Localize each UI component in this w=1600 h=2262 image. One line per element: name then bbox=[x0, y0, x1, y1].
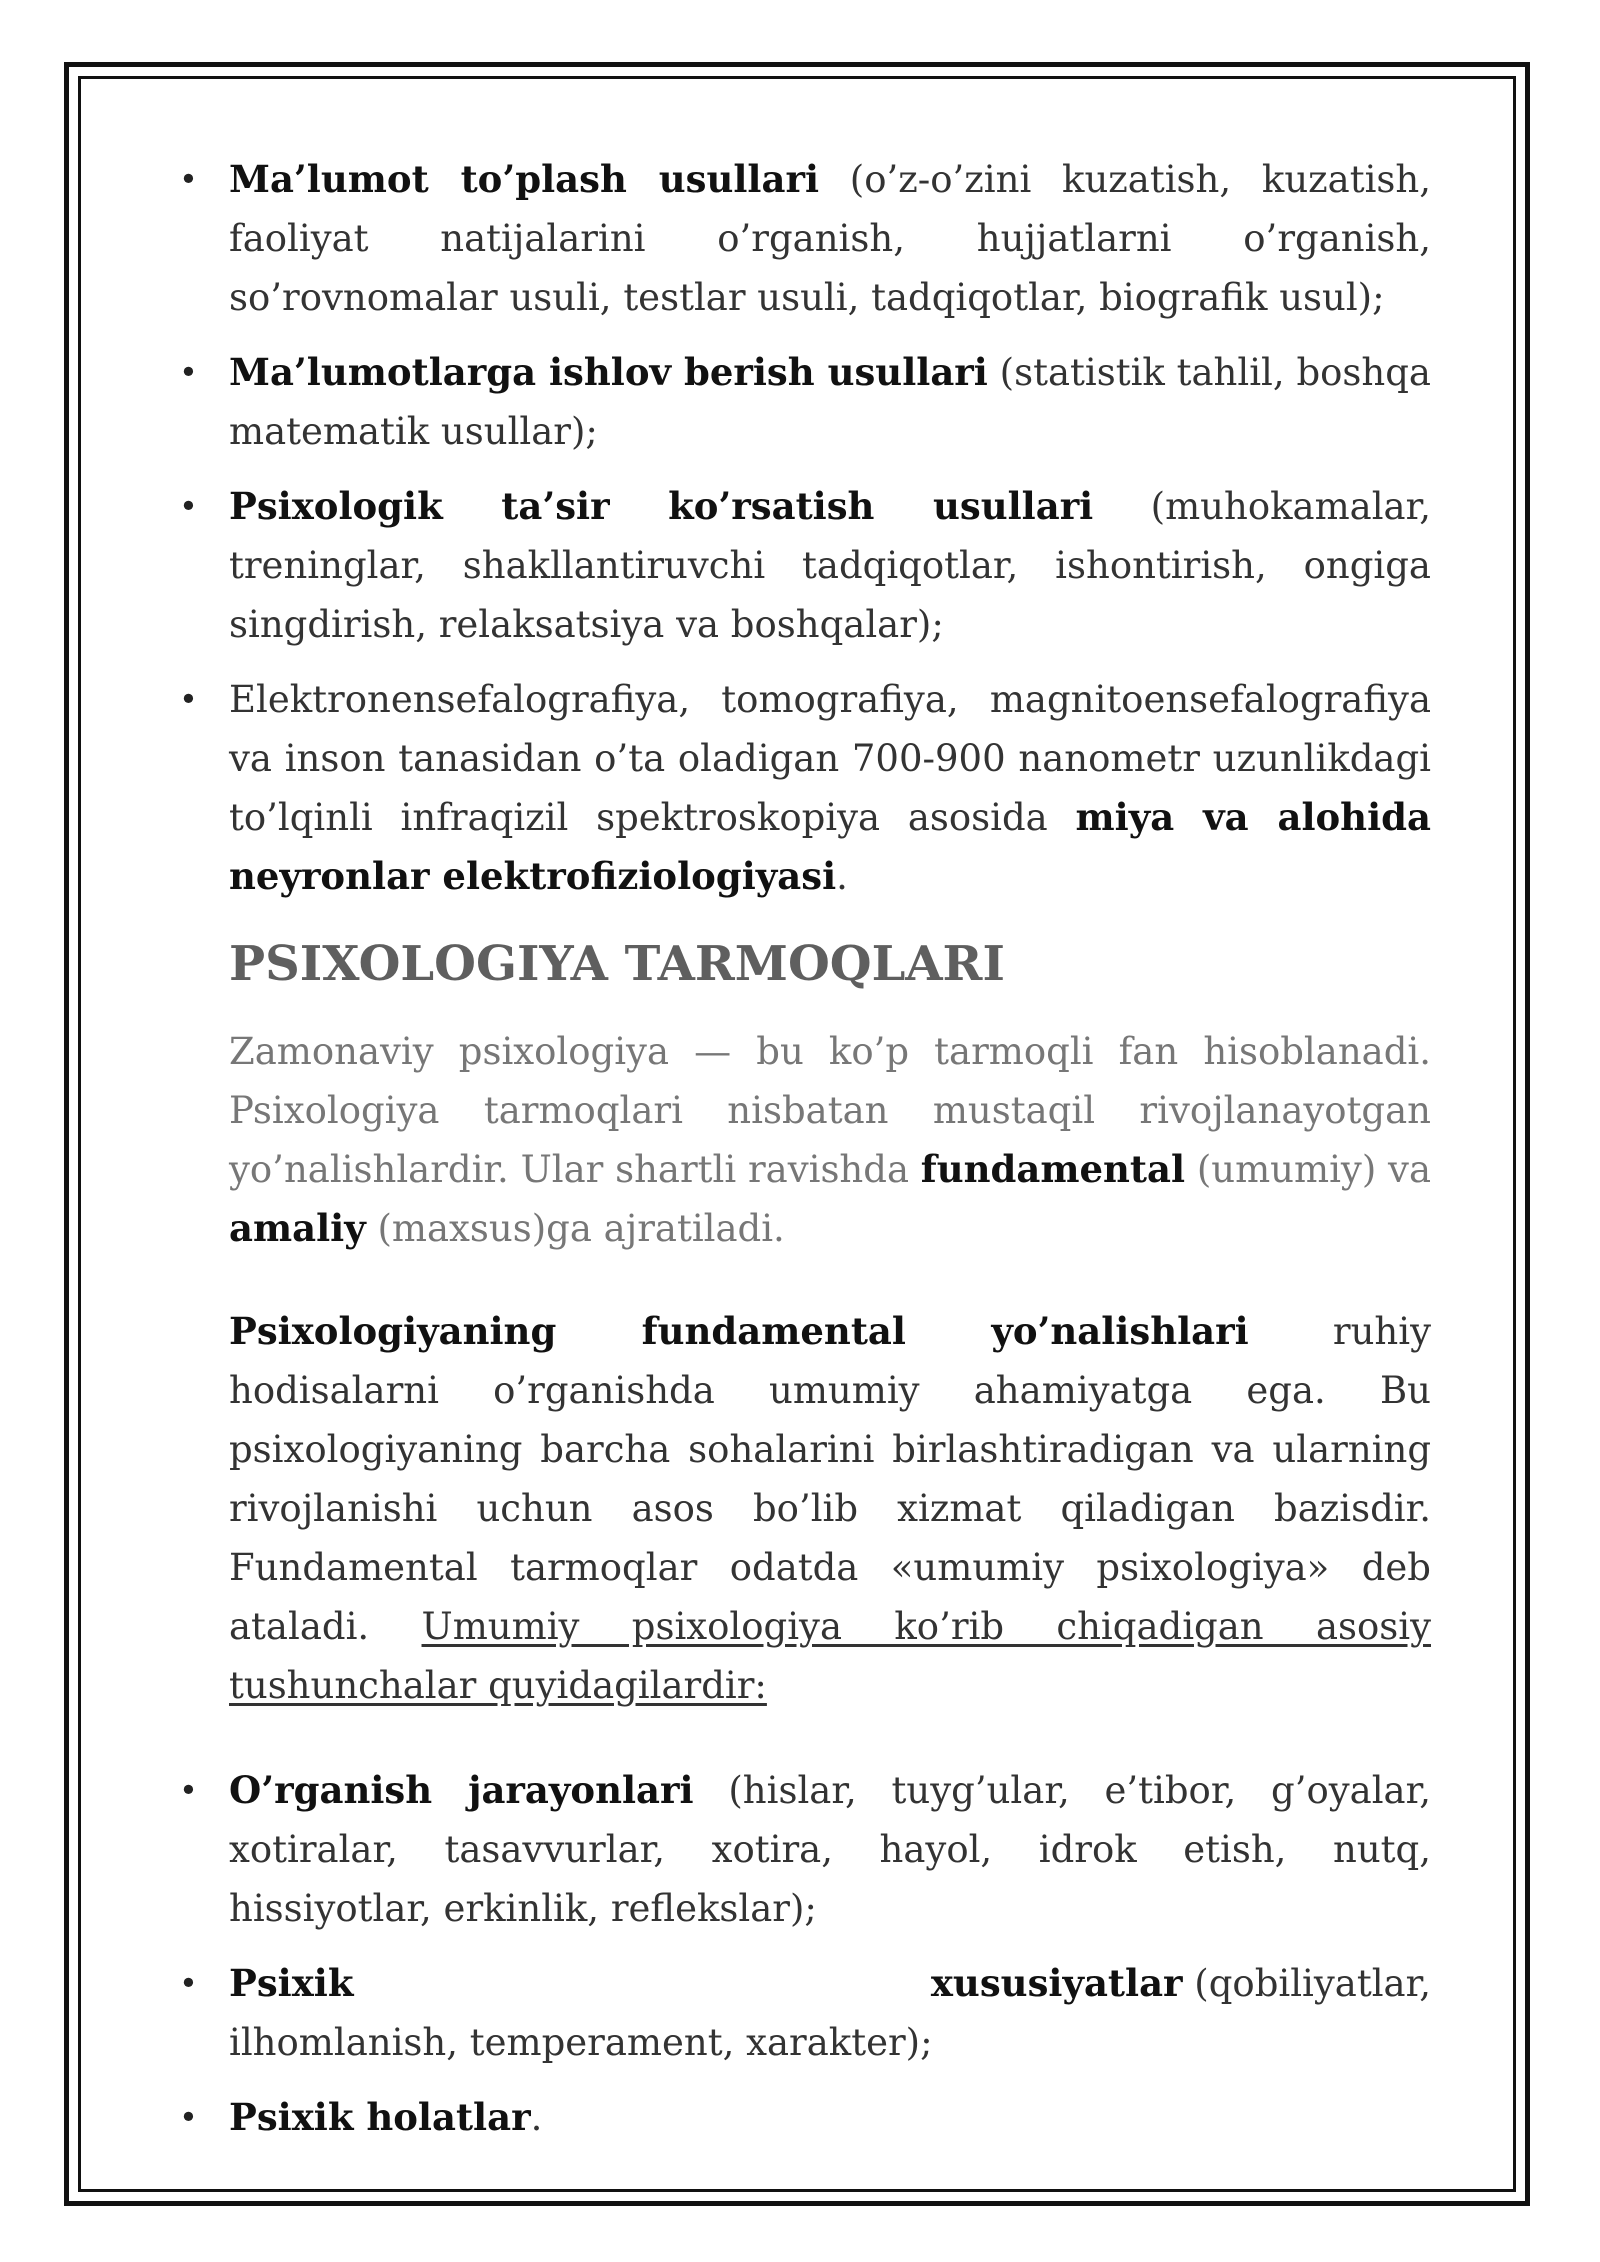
list-item-text: (o’z-o’zini kuzatish, kuzatish, faoliyat natijalarini o’rganish, hujjatlarni o’rganish, so’rovnomalar usuli, testlar usuli, tadqiqotlar, biografik usul); bbox=[229, 158, 1431, 319]
underlined-lead-in: Umumiy psixologiya ko’rib chiqadigan asosiy tushunchalar quyidagilardir: bbox=[229, 1605, 1431, 1707]
list-item-text: (qobiliyatlar, bbox=[1182, 1962, 1431, 2005]
intro-text: (maxsus)ga ajratiladi. bbox=[365, 1207, 785, 1250]
fundamental-text: ruhiy hodisalarni o’rganishda umumiy ahamiyatga ega. Bu psixologiyaning barcha sohalarini birlashtiradigan va ularning rivojlanishi uchun asos bo’lib xizmat qiladigan bazisdir. Fundamental tarmoqlar odatda «umumiy psixologiya» deb ataladi. bbox=[229, 1310, 1431, 1648]
list-item-punctuation: . bbox=[836, 855, 848, 898]
list-item bbox=[179, 477, 1431, 654]
list-item bbox=[179, 1761, 1431, 1938]
list-item-term: Ma’lumot to’plash usullari bbox=[229, 157, 820, 201]
section-heading: PSIXOLOGIYA TARMOQLARI bbox=[229, 936, 1005, 992]
bullet-icon: • bbox=[179, 680, 198, 718]
list-item bbox=[179, 150, 1431, 327]
bullet-icon: • bbox=[179, 160, 198, 198]
list-item-term-group bbox=[931, 1954, 1431, 2013]
list-item-term: Psixologik ta’sir ko’rsatish usullari bbox=[229, 484, 1094, 528]
document-body bbox=[179, 150, 1431, 2163]
list-item bbox=[179, 2088, 1431, 2147]
bullet-icon: • bbox=[179, 2098, 198, 2136]
list-item-text: ilhomlanish, temperament, xarakter); bbox=[229, 2021, 933, 2064]
methods-list bbox=[179, 150, 1431, 906]
list-item-term: Ma’lumotlarga ishlov berish usullari bbox=[229, 350, 988, 394]
intro-text: (umumiy) va bbox=[1185, 1148, 1431, 1191]
list-item-text: (statistik tahlil, boshqa matematik usullar); bbox=[229, 351, 1431, 453]
list-item bbox=[179, 343, 1431, 461]
list-item-term: Psixik bbox=[229, 1961, 354, 2005]
intro-term-fundamental: fundamental bbox=[920, 1147, 1186, 1191]
list-item-first-line bbox=[229, 1954, 1431, 2013]
bullet-icon: • bbox=[179, 1964, 198, 2002]
list-item-term: miya va alohida neyronlar elektrofiziologiyasi bbox=[229, 795, 1431, 898]
list-item bbox=[179, 1954, 1431, 2072]
list-item-term: O’rganish jarayonlari bbox=[229, 1768, 694, 1812]
list-item-term: Psixik holatlar bbox=[229, 2095, 531, 2139]
concepts-list bbox=[179, 1761, 1431, 2147]
list-item-text: Elektronensefalografiya, tomografiya, magnitoensefalografiya va inson tanasidan o’ta oladigan 700-900 nanometr uzunlikdagi to’lqinli infraqizil spektroskopiya asosida bbox=[229, 678, 1431, 839]
bullet-icon: • bbox=[179, 1771, 198, 1809]
intro-text: Zamonaviy psixologiya — bu ko’p tarmoqli fan hisoblanadi. Psixologiya tarmoqlari nisbatan mustaqil rivojlanayotgan yo’nalishlardir. Ular shartli ravishda bbox=[229, 1030, 1431, 1191]
fundamental-term: Psixologiyaning fundamental yo’nalishlari bbox=[229, 1309, 1249, 1353]
bullet-icon: • bbox=[179, 487, 198, 525]
list-item-text: (hislar, tuyg’ular, e’tibor, g’oyalar, xotiralar, tasavvurlar, xotira, hayol, idrok etish, nutq, hissiyotlar, erkinlik, reflekslar); bbox=[229, 1769, 1431, 1930]
list-item bbox=[179, 670, 1431, 906]
intro-term-amaliy: amaliy bbox=[229, 1206, 366, 1250]
list-item-text: (muhokamalar, treninglar, shakllantiruvchi tadqiqotlar, ishontirish, ongiga singdirish, relaksatsiya va boshqalar); bbox=[229, 485, 1431, 646]
fundamental-paragraph bbox=[229, 1302, 1431, 1715]
intro-paragraph bbox=[229, 1022, 1431, 1258]
list-item-term: xususiyatlar bbox=[930, 1961, 1183, 2005]
bullet-icon: • bbox=[179, 353, 198, 391]
list-item-punctuation: . bbox=[530, 2096, 543, 2139]
